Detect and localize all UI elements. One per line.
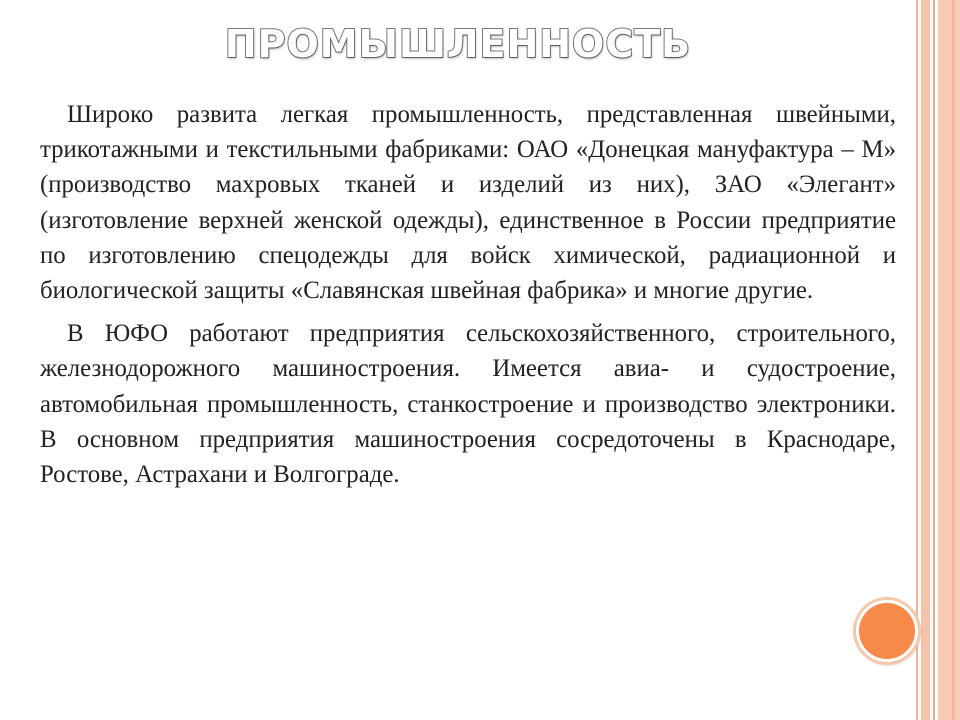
slide-title: ПРОМЫШЛЕННОСТЬ <box>224 22 692 66</box>
decorative-stripe <box>952 0 955 720</box>
decorative-stripe <box>938 0 960 720</box>
decorative-stripe <box>916 0 918 720</box>
decorative-stripe <box>921 0 930 720</box>
paragraph-light-industry: Широко развита легкая промышленность, представленная швейными, трикотажными и текстильными фабриками: ОАО «Донецкая мануфактура – М» (производство махровых тканей и изделий из них), ЗАО «Элегант» (изготовление верхней женской одежды), единственное в России предприятие по изготовлению спецодежды для войск химической, радиационной и биологической защиты «Славянская швейная фабрика» и многие другие. <box>40 101 896 305</box>
circle-icon[interactable] <box>856 600 918 662</box>
slide-body <box>40 97 896 500</box>
decorative-stripe <box>933 0 935 720</box>
paragraph-machine-building: В ЮФО работают предприятия сельскохозяйственного, строительного, железнодорожного машиностроения. Имеется авиа- и судостроение, автомобильная промышленность, станкостроение и производство электроники. В основном предприятия машиностроения сосредоточены в Краснодаре, Ростове, Астрахани и Волгограде. <box>40 320 896 489</box>
